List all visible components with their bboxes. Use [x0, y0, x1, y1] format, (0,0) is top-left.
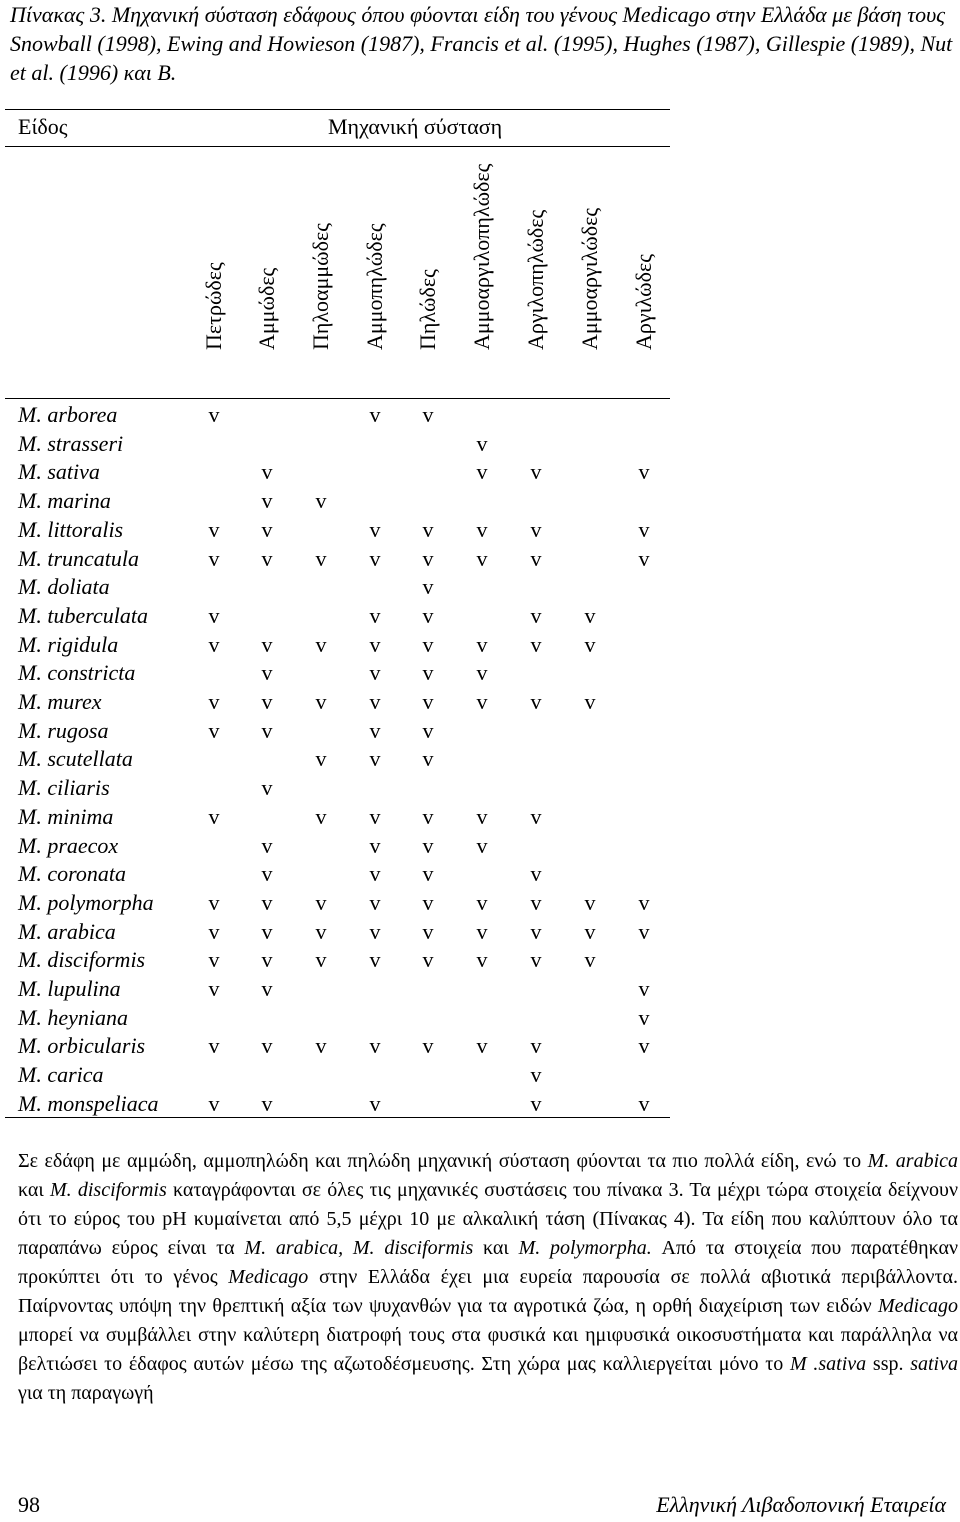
species-name: M. polymorpha — [18, 889, 154, 915]
para-text: ssp. — [866, 1353, 911, 1375]
presence-mark: v — [530, 516, 542, 542]
presence-mark: v — [476, 430, 488, 456]
presence-mark: v — [315, 803, 327, 829]
presence-mark: v — [208, 402, 220, 427]
presence-mark: v — [584, 918, 596, 944]
column-header-label: Αμμώδες — [254, 267, 279, 350]
presence-mark: v — [208, 516, 220, 542]
table-bottom-rule — [5, 1117, 670, 1118]
presence-mark: v — [638, 545, 650, 571]
presence-mark: v — [208, 947, 220, 973]
presence-mark: v — [369, 889, 381, 915]
table-caption — [10, 0, 955, 87]
presence-mark: v — [208, 1033, 220, 1059]
presence-mark: v — [261, 488, 273, 514]
presence-mark: v — [422, 402, 434, 427]
presence-mark: v — [315, 889, 327, 915]
presence-mark: v — [422, 516, 434, 542]
presence-mark: v — [369, 1090, 381, 1116]
para-text: για τη παραγωγή — [18, 1382, 154, 1404]
header-rule — [5, 146, 670, 147]
presence-mark: v — [584, 947, 596, 973]
presence-mark: v — [584, 602, 596, 628]
species-name: M. littoralis — [18, 516, 124, 542]
column-header — [358, 166, 392, 376]
presence-mark: v — [261, 861, 273, 887]
presence-mark: v — [476, 1033, 488, 1059]
para-species: M. polymorpha. — [518, 1237, 652, 1259]
column-header-label: Αργιλώδες — [631, 254, 656, 350]
presence-mark: v — [369, 631, 381, 657]
species-header: Είδος — [18, 114, 68, 139]
para-species: M .sativa — [790, 1353, 867, 1375]
presence-mark: v — [315, 488, 327, 514]
presence-mark: v — [638, 459, 650, 485]
presence-mark: v — [530, 631, 542, 657]
presence-mark: v — [369, 861, 381, 887]
presence-mark: v — [208, 889, 220, 915]
presence-mark: v — [476, 516, 488, 542]
column-header — [465, 163, 499, 376]
presence-mark: v — [530, 545, 542, 571]
species-name: M. rigidula — [18, 631, 119, 657]
presence-mark: v — [530, 947, 542, 973]
species-name: M. marina — [18, 488, 111, 514]
presence-mark: v — [638, 976, 650, 1001]
presence-mark: v — [476, 689, 488, 714]
presence-mark: v — [638, 1033, 650, 1059]
presence-mark: v — [530, 889, 542, 915]
presence-mark: v — [638, 889, 650, 915]
species-name: M. praecox — [18, 832, 119, 858]
species-name: M. heyniana — [18, 1004, 128, 1030]
presence-mark: v — [369, 402, 381, 427]
presence-mark: v — [638, 1004, 650, 1030]
caption-label: Πίνακας 3. — [10, 2, 107, 27]
presence-mark: v — [208, 976, 220, 1001]
species-name: M. tuberculata — [18, 602, 148, 628]
column-header — [627, 166, 661, 376]
species-name: M. lupulina — [18, 976, 121, 1001]
presence-mark: v — [584, 889, 596, 915]
species-name: M. strasseri — [18, 430, 124, 456]
presence-mark: v — [530, 602, 542, 628]
presence-mark: v — [530, 1090, 542, 1116]
presence-mark: v — [638, 918, 650, 944]
presence-mark: v — [208, 631, 220, 657]
para-text: Σε εδάφη με αμμώδη, αμμοπηλώδη και πηλώδη μηχανική σύσταση φύονται τα πιο πολλά είδη, ενώ το — [18, 1150, 868, 1172]
column-header — [304, 166, 338, 376]
column-header — [197, 166, 231, 376]
presence-mark: v — [261, 832, 273, 858]
presence-mark: v — [208, 1090, 220, 1116]
species-name: M. minima — [18, 803, 114, 829]
presence-mark: v — [530, 459, 542, 485]
presence-mark: v — [638, 1090, 650, 1116]
composition-header: Μηχανική σύσταση — [328, 114, 503, 139]
para-species: sativa — [910, 1353, 958, 1375]
para-genus: Medicago — [228, 1266, 309, 1288]
para-species: M. disciformis — [49, 1179, 167, 1201]
species-name: M. arborea — [18, 402, 118, 427]
presence-mark: v — [584, 631, 596, 657]
header-bottom-rule — [5, 398, 670, 399]
presence-mark: v — [261, 689, 273, 714]
presence-mark: v — [584, 689, 596, 714]
presence-mark: v — [530, 861, 542, 887]
presence-mark: v — [422, 746, 434, 772]
para-species: M. arabica — [867, 1150, 958, 1172]
presence-mark: v — [476, 889, 488, 915]
presence-mark: v — [261, 660, 273, 686]
presence-mark: v — [422, 803, 434, 829]
presence-mark: v — [261, 889, 273, 915]
presence-mark: v — [369, 1033, 381, 1059]
presence-mark: v — [530, 918, 542, 944]
presence-mark: v — [476, 545, 488, 571]
presence-mark: v — [369, 689, 381, 714]
presence-mark: v — [369, 717, 381, 743]
column-header — [573, 166, 607, 376]
body-paragraph — [18, 1147, 958, 1408]
presence-mark: v — [315, 545, 327, 571]
presence-mark: v — [369, 746, 381, 772]
presence-mark: v — [261, 775, 273, 801]
presence-mark: v — [422, 1033, 434, 1059]
caption-text: Μηχανική σύσταση εδάφους όπου φύονται είδη του γένους Medicago στην Ελλάδα με βάση τους Snowball (1998), Ewing and Howieson (1987), Francis et al. (1995), Hughes (1987), Gillespie (1989), Nut et al. (1996) και Β. — [10, 2, 953, 85]
presence-mark: v — [422, 689, 434, 714]
presence-mark: v — [208, 545, 220, 571]
species-name: M. rugosa — [18, 717, 109, 743]
presence-mark: v — [369, 918, 381, 944]
column-header-label: Αμμοπηλώδες — [362, 223, 387, 350]
column-header-label: Πηλοαμμώδες — [308, 223, 333, 350]
presence-mark: v — [261, 1090, 273, 1116]
presence-mark: v — [261, 918, 273, 944]
species-name: M. doliata — [18, 574, 110, 600]
presence-mark: v — [208, 717, 220, 743]
presence-mark: v — [369, 545, 381, 571]
presence-mark: v — [261, 1033, 273, 1059]
presence-mark: v — [422, 545, 434, 571]
species-name: M. murex — [18, 689, 102, 714]
presence-mark: v — [208, 689, 220, 714]
presence-mark: v — [315, 631, 327, 657]
species-name: M. orbicularis — [18, 1033, 146, 1059]
species-name: M. disciformis — [18, 947, 146, 973]
presence-mark: v — [476, 832, 488, 858]
species-name: M. arabica — [18, 918, 116, 944]
presence-mark: v — [422, 947, 434, 973]
species-name: M. carica — [18, 1062, 104, 1088]
presence-mark: v — [530, 1033, 542, 1059]
para-text: Από τα στοιχεία που παρατέθηκαν προκύπτει ότι το γένος — [18, 1237, 959, 1288]
presence-mark: v — [476, 947, 488, 973]
presence-mark: v — [315, 1033, 327, 1059]
presence-mark: v — [369, 660, 381, 686]
presence-mark: v — [369, 516, 381, 542]
column-header — [519, 166, 553, 376]
column-header-label: Αμμοαργιλοπηλώδες — [469, 163, 494, 350]
presence-mark: v — [208, 803, 220, 829]
presence-mark: v — [638, 516, 650, 542]
presence-mark: v — [208, 602, 220, 628]
column-header-label: Πηλώδες — [415, 269, 440, 350]
species-name: M. truncatula — [18, 545, 139, 571]
para-species: M. arabica, M. disciformis — [244, 1237, 474, 1259]
publisher-name: Ελληνική Λιβαδοπονική Εταιρεία — [656, 1492, 946, 1517]
presence-mark: v — [422, 574, 434, 600]
para-text: καταγράφονται σε όλες τις μηχανικές συστάσεις του πίνακα 3. Τα μέχρι τώρα στοιχεία δείχνουν ότι το εύρος του pH κυμαίνεται από 5,5 μέχρι 10 με αλκαλική τάση (Πίνακας 4). Τα είδη που καλύπτουν όλο τα παραπάνω εύρος είναι τα — [18, 1179, 959, 1259]
species-name: M. sativa — [18, 459, 100, 485]
presence-mark: v — [476, 918, 488, 944]
presence-mark: v — [422, 717, 434, 743]
presence-mark: v — [422, 602, 434, 628]
column-header-label: Αμμοαργιλώδες — [577, 207, 602, 350]
presence-mark: v — [476, 660, 488, 686]
presence-mark: v — [261, 545, 273, 571]
column-header-label: Αργιλοπηλώδες — [523, 209, 548, 350]
presence-mark: v — [369, 947, 381, 973]
species-name: M. ciliaris — [18, 775, 110, 801]
para-text: στην Ελλάδα έχει μια ευρεία παρουσία σε πολλά αβιοτικά περιβάλλοντα. Παίρνοντας υπόψη την θρεπτική αξία των ψυχανθών για τα αγροτικά ζώα, η ορθή διαχείριση των ειδών — [18, 1266, 958, 1317]
para-text: μπορεί να συμβάλλει στην καλύτερη διατροφή τους στα φυσικά και ημιφυσικά οικοσυστήματα και παράλληλα να βελτιώσει το έδαφος αυτών μέσω της αζωτοδέσμευσης. Στη χώρα μας καλλιεργείται μόνο το — [18, 1324, 958, 1375]
presence-mark: v — [261, 947, 273, 973]
presence-mark: v — [261, 717, 273, 743]
presence-mark: v — [261, 976, 273, 1001]
presence-mark: v — [369, 832, 381, 858]
presence-mark: v — [369, 602, 381, 628]
presence-mark: v — [422, 660, 434, 686]
column-header — [250, 166, 284, 376]
presence-mark: v — [315, 689, 327, 714]
presence-mark: v — [315, 918, 327, 944]
presence-mark: v — [476, 459, 488, 485]
presence-mark: v — [530, 803, 542, 829]
presence-mark: v — [261, 459, 273, 485]
presence-mark: v — [422, 918, 434, 944]
para-genus: Medicago — [878, 1295, 958, 1317]
para-text: και — [18, 1179, 50, 1201]
page-number: 98 — [18, 1492, 40, 1517]
presence-mark: v — [315, 947, 327, 973]
presence-mark: v — [369, 803, 381, 829]
presence-mark: v — [208, 918, 220, 944]
species-name: M. monspeliaca — [18, 1090, 159, 1116]
column-header-label: Πετρώδες — [201, 262, 226, 350]
column-header — [411, 166, 445, 376]
table-top-rule — [5, 109, 670, 110]
presence-mark: v — [422, 832, 434, 858]
presence-mark: v — [422, 861, 434, 887]
presence-mark: v — [530, 689, 542, 714]
species-name: M. coronata — [18, 861, 126, 887]
presence-mark: v — [315, 746, 327, 772]
presence-mark: v — [476, 803, 488, 829]
presence-mark: v — [261, 631, 273, 657]
species-name: M. constricta — [18, 660, 136, 686]
presence-mark: v — [530, 1062, 542, 1088]
species-name: M. scutellata — [18, 746, 133, 772]
para-text: και — [473, 1237, 519, 1259]
presence-mark: v — [261, 516, 273, 542]
presence-mark: v — [422, 631, 434, 657]
presence-mark: v — [476, 631, 488, 657]
presence-mark: v — [422, 889, 434, 915]
